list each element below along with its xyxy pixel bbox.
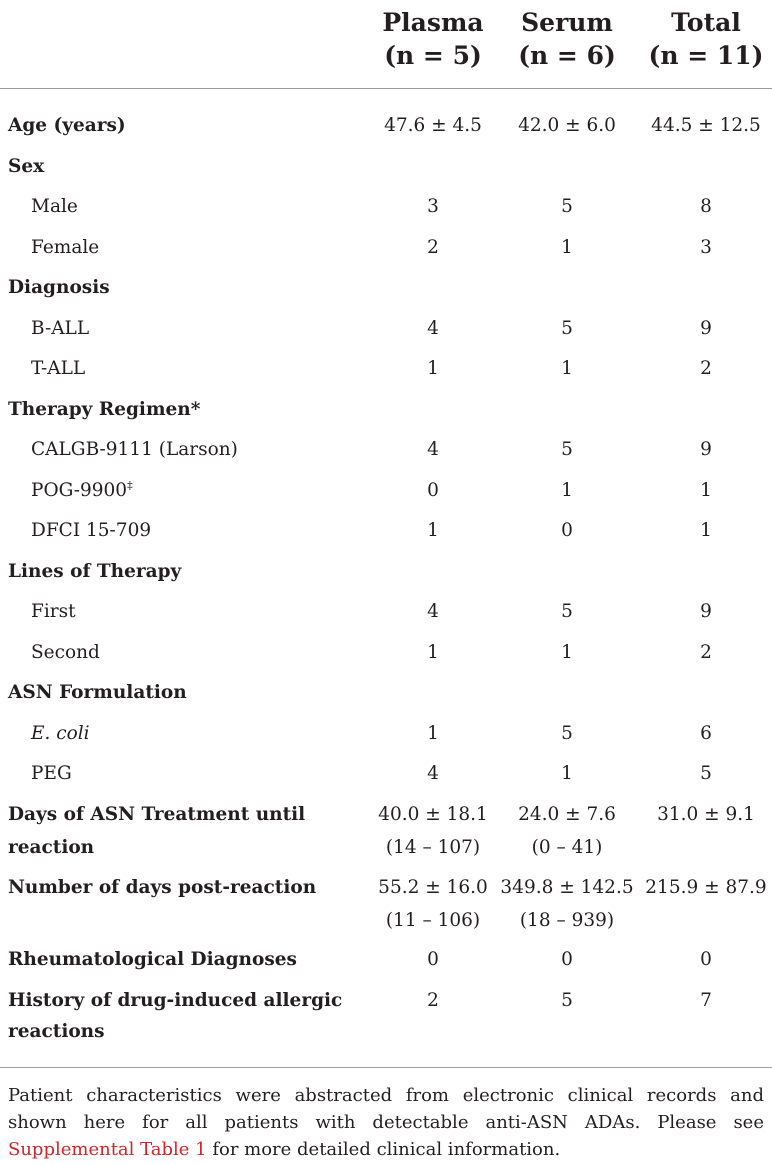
cell-serum: 5 xyxy=(561,601,573,622)
cell-serum: 24.0 ± 7.6 xyxy=(518,804,616,825)
cell-serum: 0 xyxy=(561,949,573,970)
row-label: Second xyxy=(31,642,100,663)
row-label: B-ALL xyxy=(31,318,90,339)
cell-plasma: 2 xyxy=(427,237,439,258)
cell-serum: 5 xyxy=(561,196,573,217)
cell-total: 2 xyxy=(700,358,712,379)
row-label: History of drug-induced allergic xyxy=(8,990,343,1011)
cell-total: 9 xyxy=(700,318,712,339)
row-label: Age (years) xyxy=(8,115,126,136)
row-label-continued: reaction xyxy=(8,837,95,858)
cell-plasma-range: (11 – 106) xyxy=(385,910,481,931)
row-label: T-ALL xyxy=(31,358,86,379)
row-label: POG-9900‡ xyxy=(31,478,133,501)
cell-plasma: 4 xyxy=(427,601,439,622)
cell-total: 9 xyxy=(700,439,712,460)
cell-serum: 349.8 ± 142.5 xyxy=(500,877,634,898)
supplemental-table-link[interactable]: Supplemental Table 1 xyxy=(8,1139,207,1160)
cell-plasma-range: (14 – 107) xyxy=(385,837,481,858)
cell-plasma: 0 xyxy=(427,949,439,970)
col-header-total: Total (n = 11) xyxy=(648,8,764,70)
cell-plasma: 1 xyxy=(427,642,439,663)
cell-serum: 1 xyxy=(561,642,573,663)
cell-serum: 1 xyxy=(561,358,573,379)
row-label: Male xyxy=(31,196,78,217)
cell-total: 8 xyxy=(700,196,712,217)
cell-serum: 0 xyxy=(561,520,573,541)
cell-plasma: 1 xyxy=(427,520,439,541)
cell-serum: 5 xyxy=(561,318,573,339)
cell-plasma: 0 xyxy=(427,480,439,501)
cell-total: 2 xyxy=(700,642,712,663)
cell-total: 1 xyxy=(700,480,712,501)
cell-plasma: 40.0 ± 18.1 xyxy=(378,804,488,825)
cell-total: 1 xyxy=(700,520,712,541)
cell-plasma: 2 xyxy=(427,990,439,1011)
cell-plasma: 1 xyxy=(427,358,439,379)
row-label: Days of ASN Treatment until xyxy=(8,804,306,825)
cell-plasma: 55.2 ± 16.0 xyxy=(378,877,488,898)
cell-serum: 1 xyxy=(561,763,573,784)
cell-serum: 1 xyxy=(561,237,573,258)
row-label-continued: reactions xyxy=(8,1021,105,1042)
cell-serum: 42.0 ± 6.0 xyxy=(518,115,616,136)
row-label: Rheumatological Diagnoses xyxy=(8,949,297,970)
cell-total: 6 xyxy=(700,723,712,744)
cell-serum: 5 xyxy=(561,990,573,1011)
cell-serum: 5 xyxy=(561,723,573,744)
cell-plasma: 4 xyxy=(427,763,439,784)
row-label: DFCI 15-709 xyxy=(31,520,152,541)
cell-plasma: 1 xyxy=(427,723,439,744)
cell-serum: 5 xyxy=(561,439,573,460)
cell-plasma: 4 xyxy=(427,439,439,460)
row-label: Female xyxy=(31,237,100,258)
cell-total: 31.0 ± 9.1 xyxy=(657,804,755,825)
cell-total: 5 xyxy=(700,763,712,784)
cell-plasma: 3 xyxy=(427,196,439,217)
row-label: Number of days post-reaction xyxy=(8,877,317,898)
row-label: Sex xyxy=(8,156,45,177)
footer-divider xyxy=(0,1067,772,1068)
cell-total: 215.9 ± 87.9 xyxy=(645,877,767,898)
cell-total: 44.5 ± 12.5 xyxy=(651,115,761,136)
cell-total: 3 xyxy=(700,237,712,258)
footnote-marker: ‡ xyxy=(127,478,133,492)
row-label: Lines of Therapy xyxy=(8,561,182,582)
cell-serum: 1 xyxy=(561,480,573,501)
cell-total: 7 xyxy=(700,990,712,1011)
cell-serum-range: (0 – 41) xyxy=(531,837,603,858)
row-label: Therapy Regimen* xyxy=(8,399,201,420)
cell-serum-range: (18 – 939) xyxy=(519,910,615,931)
row-label: PEG xyxy=(31,763,72,784)
table-footnote: Patient characteristics were abstracted from electronic clinical records and shown here for all patients with detectable anti-ASN ADAs. Please see Supplemental Table 1 for more detailed clinical information. xyxy=(8,1085,764,1160)
row-label: E. coli xyxy=(31,723,90,744)
col-header-plasma: Plasma (n = 5) xyxy=(382,8,484,70)
header-divider xyxy=(0,88,772,89)
cell-plasma: 4 xyxy=(427,318,439,339)
col-header-serum: Serum (n = 6) xyxy=(518,8,616,70)
row-label: ASN Formulation xyxy=(8,682,187,703)
cell-plasma: 47.6 ± 4.5 xyxy=(384,115,482,136)
cell-total: 9 xyxy=(700,601,712,622)
row-label: First xyxy=(31,601,76,622)
row-label: Diagnosis xyxy=(8,277,110,298)
row-label: CALGB-9111 (Larson) xyxy=(31,439,238,460)
cell-total: 0 xyxy=(700,949,712,970)
